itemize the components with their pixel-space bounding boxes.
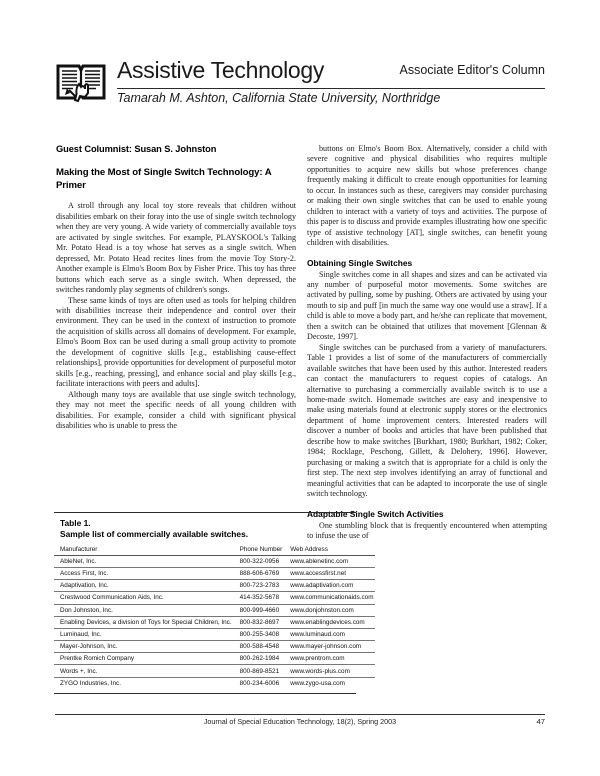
- table-row: [54, 653, 375, 665]
- cell-manufacturer: Mayer-Johnson, Inc.: [54, 641, 234, 653]
- cell-phone: 414-352-5678: [234, 592, 285, 604]
- column-header-web-address: Web Address: [284, 544, 375, 556]
- cell-manufacturer: Enabling Devices, a division of Toys for Special Children, Inc.: [54, 616, 234, 628]
- paragraph: Although many toys are available that use single switch technology, they may not meet the specific needs of all young children with disabilities. For example, consider a child with significant physical disabilities who is unable to press the: [56, 389, 296, 430]
- table-row: [54, 677, 375, 689]
- section-heading-adaptable-single-switch-activities: Adaptable Single Switch Activities: [307, 508, 444, 519]
- cell-manufacturer: Prentke Romich Company: [54, 653, 234, 665]
- cell-web: www.mayer-johnson.com: [284, 641, 375, 653]
- cell-web: www.communicationaids.com: [284, 592, 375, 604]
- cell-web: www.luminaud.com: [284, 628, 375, 640]
- cell-manufacturer: Access First, Inc.: [54, 567, 234, 579]
- cell-web: www.words-plus.com: [284, 665, 375, 677]
- cell-phone: 800-234-6006: [239, 679, 280, 687]
- cell-phone: 800-723-2783: [234, 580, 285, 592]
- open-book-with-pointing-hand-icon: [55, 60, 107, 106]
- cell-web: www.enablingdevices.com: [284, 616, 375, 628]
- section-heading-obtaining-single-switches: Obtaining Single Switches: [307, 257, 413, 268]
- cell-phone: 800-588-4548: [234, 641, 285, 653]
- table-row: [54, 555, 375, 567]
- paragraph: A stroll through any local toy store reveals that children without disabilities embark on their foray into the use of single switch technology when they are very young. A wide variety of commercially available toys are activated by single switches. For example, PLAYSKOOL's Talking Mr. Potato Head is a toy whose hat serves as a single switch. When depressed, Mr. Potato Head recites lines from the movie Toy Story-2. Another example is Elmo's Boom Box by Fisher Price. This toy has three buttons which each serve as a single switch. When depressed, the switches randomly play segments of children's songs.: [56, 201, 296, 295]
- cell-manufacturer: Crestwood Communication Aids, Inc.: [54, 592, 234, 604]
- cell-phone: 800-832-8697: [234, 616, 285, 628]
- masthead-divider: [117, 88, 545, 89]
- paragraph: Single switches can be purchased from a variety of manufacturers. Table 1 provides a list of some of the manufacturers of commercially available switches that have been used by this author. Interested readers can contact the manufacturers to request copies of catalogs. An alternative to purchasing a commercially available switch is to use a home-made switch. Homemade switches are easy and inexpensive to make using materials found at electronic supply stores or the electronics department of home improvement centers. Interested readers will discover a number of books and articles that have been published that describe how to make switches [Burkhart, 1980; Burkhart, 1982; Coker, 1984; Rocklage, Peschong, Gillett, & Delohery, 1996]. However, purchasing or making a switch that is appropriate for a child is only the first step. The next step involves identifying an array of functional and meaningful activities that can be adapted to incorporate the use of single switch technology.: [307, 342, 547, 499]
- cell-phone: 800-322-0956: [234, 555, 285, 567]
- left-text-column: [56, 144, 296, 431]
- paragraph: Single switches come in all shapes and sizes and can be activated via any number of purposeful motor movements. Some switches are activated by pulling, some by pushing. Others are activated by using your mouth to sip and puff [in much the same way one would use a straw]. If a child is able to move a body part, and he/she can replicate that movement, then a switch can be obtained that utilizes that movement [Glennan & Decoste, 1997].: [307, 269, 547, 342]
- masthead-column-label: Associate Editor's Column: [399, 63, 545, 77]
- cell-web: www.accessfirst.net: [284, 567, 375, 579]
- cell-web: www.adaptivation.com: [284, 580, 375, 592]
- cell-phone: 800-255-3408: [234, 628, 285, 640]
- table-body: [54, 555, 375, 689]
- table-row: [54, 567, 375, 579]
- table-row: [54, 641, 375, 653]
- cell-web: www.prentrom.com: [284, 653, 375, 665]
- masthead: [55, 58, 545, 120]
- paragraph: These same kinds of toys are often used as tools for helping children with disabilities increase their independence and control over their environment. They can be used in the context of instruction to promote the acquisition of skills across all domains of development. For example, Elmo's Boom Box can be used during a small group activity to promote the development of cognitive skills [e.g., establishing cause-effect relationships], provide opportunities for development of purposeful motor skills [e.g., reaching, pressing], and enhance social and play skills [e.g., facilitate interactions with peers and adults].: [56, 295, 296, 389]
- cell-manufacturer: Don Johnston, Inc.: [54, 604, 234, 616]
- table-row: [54, 580, 375, 592]
- cell-web: www.donjohnston.com: [284, 604, 375, 616]
- page-footer: [55, 717, 545, 726]
- cell-web: www.zygo-usa.com: [290, 679, 345, 687]
- cell-phone: 888-606-6769: [234, 567, 285, 579]
- table-row: [54, 592, 375, 604]
- cell-manufacturer: Luminaud, Inc.: [54, 628, 234, 640]
- table-row: [54, 628, 375, 640]
- cell-manufacturer: Adaptivation, Inc.: [54, 580, 234, 592]
- paragraph: One stumbling block that is frequently encountered when attempting to infuse the use of: [307, 520, 547, 540]
- column-header-manufacturer: Manufacturer: [54, 544, 234, 556]
- table-caption-number: Table 1.: [60, 518, 91, 528]
- cell-manufacturer: AbleNet, Inc.: [54, 555, 234, 567]
- table-row: [54, 665, 375, 677]
- guest-columnist-line: Guest Columnist: Susan S. Johnston: [56, 144, 217, 154]
- table-row: [54, 616, 375, 628]
- right-text-column: [307, 144, 547, 541]
- cell-manufacturer: ZYGO Industries, Inc.: [60, 679, 121, 687]
- table-caption-title: Sample list of commercially available switches.: [60, 528, 249, 539]
- masthead-editor: Tamarah M. Ashton, California State University, Northridge: [117, 91, 441, 105]
- page-number: 47: [536, 717, 545, 726]
- cell-phone: 800-999-4660: [234, 604, 285, 616]
- footer-divider: [55, 714, 545, 715]
- cell-phone: 800-869-8521: [234, 665, 285, 677]
- switch-manufacturers-table: [54, 544, 375, 689]
- paragraph: buttons on Elmo's Boom Box. Alternatively, consider a child with severe cognitive and physical disabilities who requires multiple opportunities to acquire new skills but whose preferences change frequently making it difficult to create enough opportunities for learning to occur. In instances such as these, caregivers may consider purchasing or making their own single switches that can be used to enable young children to interact with a variety of toys and activities. The purpose of this paper is to discuss and provide examples illustrating how one specific type of assistive technology [AT], single switches, can benefit young children with disabilities.: [307, 144, 547, 248]
- table-row: [54, 604, 375, 616]
- masthead-title: Assistive Technology: [117, 57, 325, 83]
- table-1-container: [54, 512, 374, 694]
- footer-citation: Journal of Special Education Technology, 18(2), Spring 2003: [203, 717, 397, 726]
- table-header-row: [54, 544, 375, 556]
- article-title: Making the Most of Single Switch Technology: A Primer: [56, 167, 272, 191]
- column-header-phone-number: Phone Number: [234, 544, 285, 556]
- cell-phone: 800-262-1984: [234, 653, 285, 665]
- cell-manufacturer: Words +, Inc.: [54, 665, 234, 677]
- cell-web: www.ablenetinc.com: [284, 555, 375, 567]
